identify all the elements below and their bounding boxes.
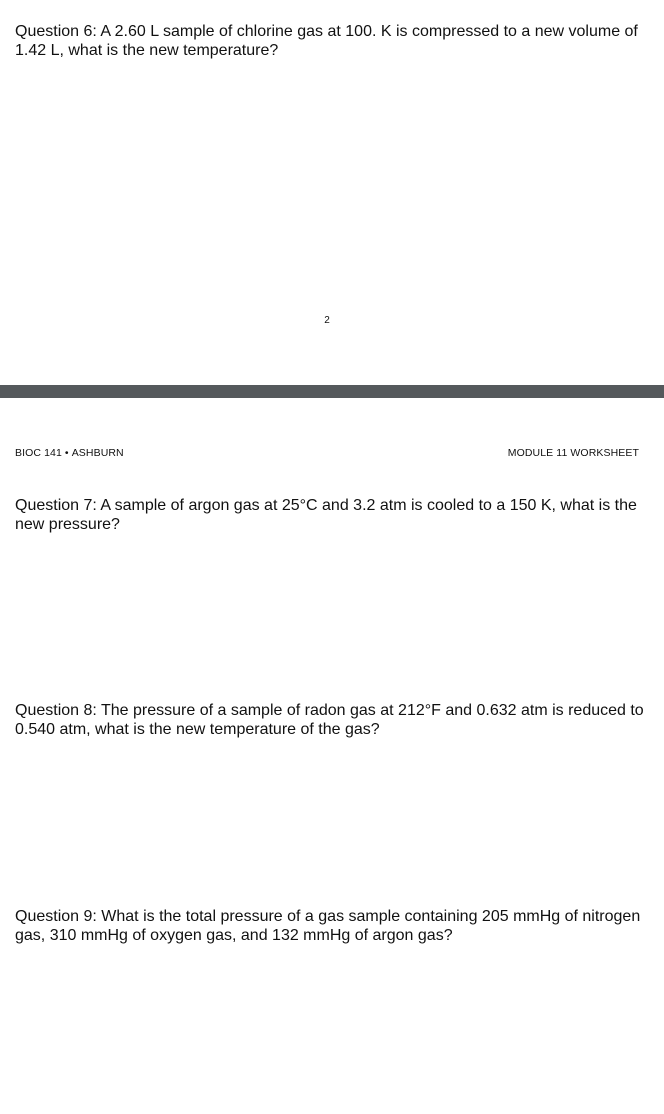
header-separator: • [64, 447, 69, 459]
question-7: Question 7: A sample of argon gas at 25°C and 3.2 atm is cooled to a 150 K, what is the new pressure? [15, 497, 637, 533]
page-separator [0, 385, 664, 398]
question-8: Question 8: The pressure of a sample of radon gas at 212°F and 0.632 atm is reduced to 0.540 atm, what is the new temperature of the gas? [15, 702, 644, 738]
course-code: BIOC 141 [15, 447, 62, 459]
question-6: Question 6: A 2.60 L sample of chlorine gas at 100. K is compressed to a new volume of 1.42 L, what is the new temperature? [15, 23, 638, 59]
header-module: MODULE 11 WORKSHEET [507, 447, 639, 459]
question-9: Question 9: What is the total pressure of a gas sample containing 205 mmHg of nitrogen gas, 310 mmHg of oxygen gas, and 132 mmHg of argon gas? [15, 908, 641, 944]
header-course [15, 447, 124, 459]
instructor-name: ASHBURN [71, 447, 124, 459]
page-number: 2 [324, 315, 330, 326]
